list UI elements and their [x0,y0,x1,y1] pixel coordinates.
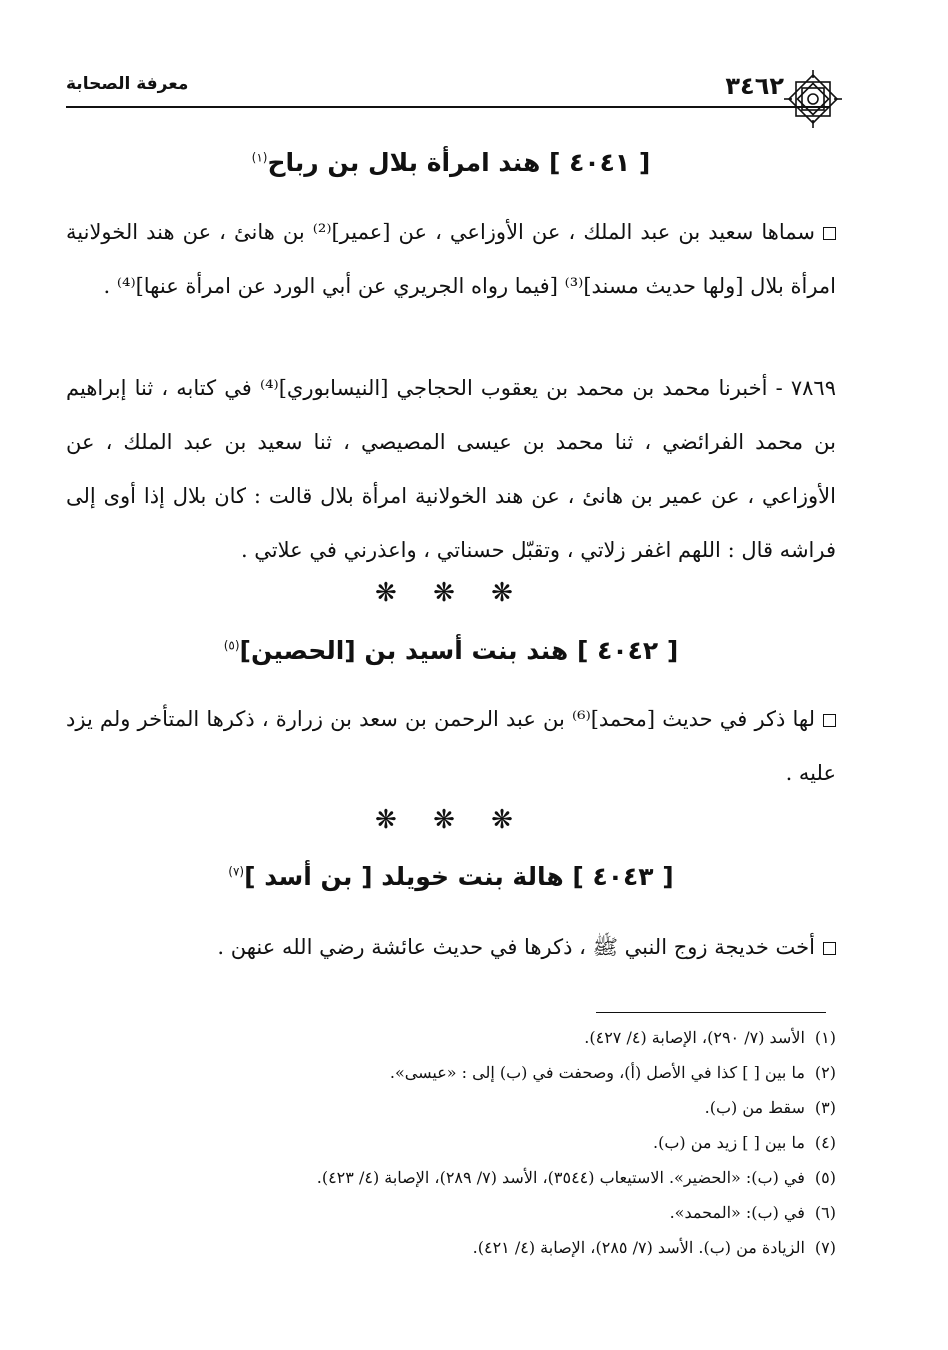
footnote-item [66,1020,836,1055]
footnote-item [66,1160,836,1195]
entry-paragraph [66,205,836,313]
header-rule [66,106,830,108]
hadith-paragraph [66,361,836,577]
entry-paragraph [66,692,836,800]
footnote-number: (٧) [814,1238,836,1257]
section-separator: ❋ ❋ ❋ [375,805,527,835]
footnote-item [66,1055,836,1090]
section-separator: ❋ ❋ ❋ [375,578,527,608]
footnote-number: (٣) [814,1098,836,1117]
footnote-item [66,1125,836,1160]
paragraph-text: أخت خديجة زوج النبي ﷺ ، ذكرها في حديث عائشة رضي الله عنهن . [217,935,815,959]
entry-heading-text: [ ٤٠٤٢ ] هند بنت أسيد بن [الحصين] [239,636,679,665]
square-bullet-icon [823,227,836,240]
footnote-item [66,1230,836,1265]
square-bullet-icon [823,942,836,955]
footnote-item [66,1090,836,1125]
footnote-text: ما بين [ ] كذا في الأصل (أ)، وصحفت في (ب) إلى : «عيسى». [389,1063,805,1082]
page-number: ٣٤٦٢ [725,72,784,100]
footnote-number: (٥) [814,1168,836,1187]
footnotes [66,1020,836,1265]
paragraph-text: ٧٨٦٩ - أخبرنا محمد بن محمد بن يعقوب الحجاجي [النيسابوري]⁽⁴⁾ في كتابه ، ثنا إبراهيم بن محمد الفرائضي ، ثنا محمد بن عيسى المصيصي ، ثنا سعيد بن عبد الملك ، عن الأوزاعي ، عن عمير بن هانئ ، عن هند الخولانية امرأة بلال قالت : كان بلال إذا أوى إلى فراشه قال : اللهم اغفر زلاتي ، وتقبّل حسناتي ، واعذرني في علاتي . [66,376,836,562]
footnote-text: ما بين [ ] زيد من (ب). [653,1133,805,1152]
footnote-number: (٢) [814,1063,836,1082]
page-header [66,62,836,118]
square-bullet-icon [823,714,836,727]
footnote-text: الزيادة من (ب). الأسد (٧/ ٢٨٥)، الإصابة (٤/ ٤٢١). [472,1238,805,1257]
footnote-number: (١) [814,1028,836,1047]
entry-heading-text: [ ٤٠٤٣ ] هالة بنت خويلد [ بن أسد ] [244,862,674,891]
footnote-text: في (ب): «المحمد». [669,1203,805,1222]
running-title: معرفة الصحابة [66,74,189,94]
footnote-ref: (٧) [228,864,245,879]
entry-heading-4041 [66,148,836,177]
footnote-text: في (ب): «الحضير». الاستيعاب (٣٥٤٤)، الأسد (٧/ ٢٨٩)، الإصابة (٤/ ٤٢٣). [316,1168,805,1187]
footnote-number: (٦) [814,1203,836,1222]
footnote-text: الأسد (٧/ ٢٩٠)، الإصابة (٤/ ٤٢٧). [584,1028,805,1047]
footnote-text: سقط من (ب). [704,1098,805,1117]
footnote-item [66,1195,836,1230]
entry-paragraph [66,920,836,974]
octagram-ornament-icon [782,68,844,130]
footnote-rule [596,1012,826,1013]
entry-heading-text: [ ٤٠٤١ ] هند امرأة بلال بن رباح [267,148,651,177]
paragraph-text: سماها سعيد بن عبد الملك ، عن الأوزاعي ، عن [عمير]⁽²⁾ بن هانئ ، عن هند الخولانية امرأة بلال [ولها حديث مسند]⁽³⁾ [فيما رواه الجريري عن أبي الورد عن امرأة عنها]⁽⁴⁾ . [66,220,836,298]
paragraph-text: لها ذكر في حديث [محمد]⁽⁶⁾ بن عبد الرحمن بن سعد بن زرارة ، ذكرها المتأخر ولم يزد عليه . [66,707,836,785]
footnote-ref: (١) [251,150,268,165]
entry-heading-4043 [66,862,836,891]
footnote-number: (٤) [814,1133,836,1152]
entry-heading-4042 [66,636,836,665]
footnote-ref: (٥) [223,638,240,653]
